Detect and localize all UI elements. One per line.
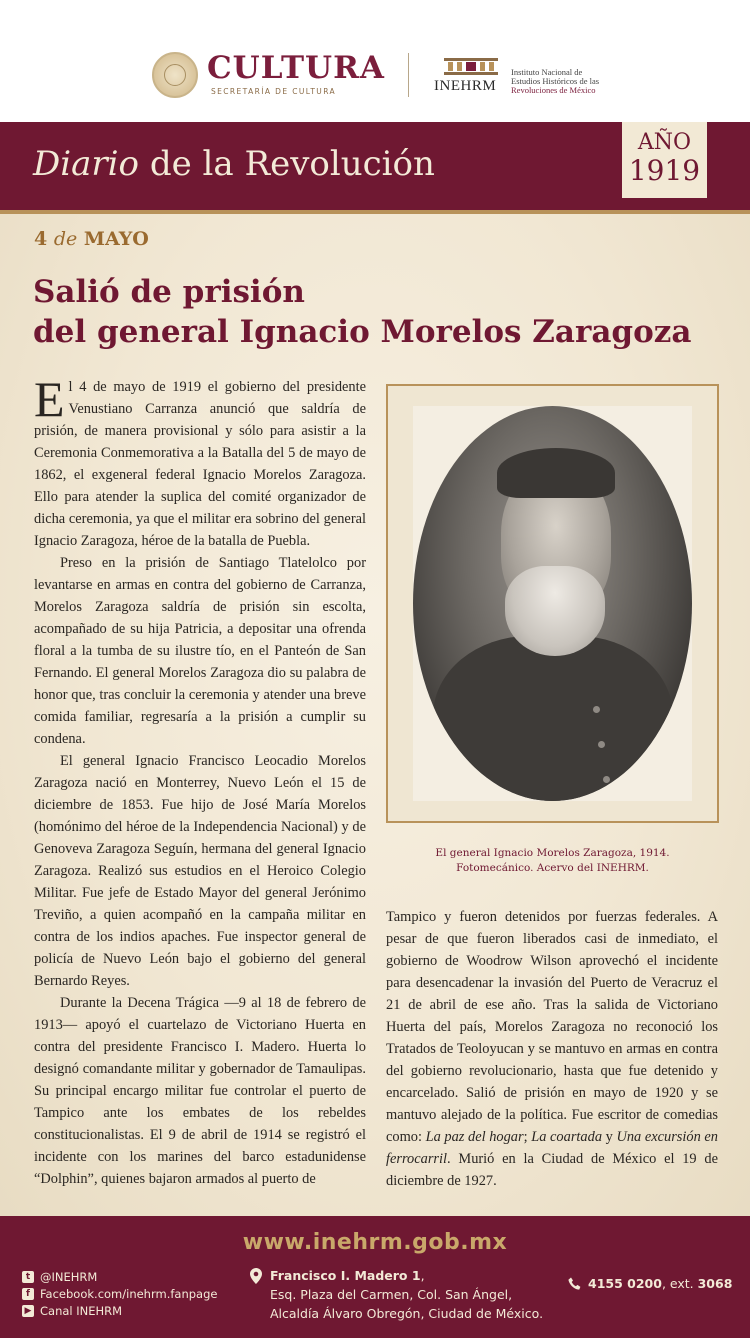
logo-divider bbox=[408, 53, 409, 97]
phone-number: 4155 0200 bbox=[588, 1276, 662, 1291]
youtube-icon: ▶ bbox=[22, 1305, 34, 1317]
portrait-frame bbox=[386, 384, 719, 823]
phone-ext-label: , ext. bbox=[661, 1276, 698, 1291]
inehrm-logo-text: INEHRM bbox=[434, 78, 497, 94]
paragraph: El general Ignacio Francisco Leocadio Morelos Zaragoza nació en Monterrey, Nuevo León el 15 de diciembre de 1853. Fue hijo de José María Morelos (homónimo del héroe de la Independencia Nacional) y de Genoveva Zaragoza Seguín, hermana del general Ignacio Zaragoza. Realizó sus estudios en el Heroico Colegio Militar. Fue jefe de Estado Mayor del general Jerónimo Treviño, a quien acompañó en la campaña militar en contra de los indios apaches. Fue inspector general de policía de Nuevo León bajo el gobierno del general Bernardo Reyes. bbox=[34, 753, 366, 989]
paragraph-text: . Murió en la Ciudad de México el 19 de diciembre de 1927. bbox=[386, 1151, 718, 1189]
separator: ; bbox=[523, 1129, 532, 1145]
phone-block bbox=[568, 1276, 732, 1291]
cultura-logo-text: CULTURA bbox=[207, 50, 385, 86]
paragraph-text: l 4 de mayo de 1919 el gobierno del presidente Venustiano Carranza anunció que saldría de prisión, de manera provisional y sólo para asistir a la Ceremonia Conmemorativa a la Batalla del 5 de mayo de 1862, el exgeneral federal Ignacio Morelos Zaragoza. Ello para atender la suplica del comité organizador de dicha ceremonia, ya que el militar era sobrino del general Ignacio Zaragoza, héroe de la batalla de Puebla. bbox=[34, 379, 366, 549]
uniform-button bbox=[598, 741, 605, 748]
date-de: de bbox=[53, 228, 78, 250]
twitter-link[interactable] bbox=[22, 1268, 217, 1285]
youtube-link[interactable] bbox=[22, 1302, 217, 1319]
article-column-left bbox=[34, 371, 366, 1190]
address-street: Francisco I. Madero 1 bbox=[270, 1268, 421, 1283]
social-links bbox=[22, 1268, 217, 1319]
address-line: Alcaldía Álvaro Obregón, Ciudad de México. bbox=[270, 1306, 544, 1321]
instituto-line: Instituto Nacional de bbox=[511, 67, 583, 77]
drop-cap: E bbox=[34, 371, 65, 427]
address-line: Esq. Plaza del Carmen, Col. San Ángel, bbox=[270, 1287, 513, 1302]
instituto-line: Revoluciones de México bbox=[511, 85, 596, 95]
paragraph: Preso en la prisión de Santiago Tlatelolco por levantarse en armas en contra del gobierno de Carranza, Morelos Zaragoza saldría de prisión sin escolta, acompañado de su hija Patricia, a depositar una ofrenda floral a la tumba de su ilustre tío, en el Panteón de San Fernando. El general Morelos Zaragoza dio su palabra de honor que, tras concluir la ceremonia y atender una breve comida familiar, regresaría a la prisión a cumplir su condena. bbox=[34, 555, 366, 747]
instituto-line: Estudios Históricos de las bbox=[511, 76, 600, 86]
publication-title bbox=[33, 144, 435, 184]
address-line bbox=[270, 1266, 543, 1285]
location-pin-icon bbox=[250, 1268, 262, 1284]
caption-line: El general Ignacio Morelos Zaragoza, 1914. bbox=[435, 847, 670, 859]
article-date bbox=[34, 228, 149, 250]
article-column-right bbox=[386, 906, 718, 1192]
portrait-mat bbox=[413, 406, 692, 801]
hair-shape bbox=[497, 448, 615, 498]
title-rest: de la Revolución bbox=[139, 144, 435, 184]
paragraph bbox=[386, 906, 718, 1192]
logo-bar bbox=[0, 0, 750, 122]
address-comma: , bbox=[420, 1268, 425, 1283]
phone-extension: 3068 bbox=[697, 1276, 733, 1291]
secretaria-label: SECRETARÍA DE CULTURA bbox=[211, 87, 337, 96]
date-month: MAYO bbox=[83, 228, 149, 250]
facebook-link[interactable] bbox=[22, 1285, 217, 1302]
year-number: 1919 bbox=[628, 154, 701, 187]
coat-of-arms-seal-icon bbox=[152, 52, 198, 98]
headline-line: Salió de prisión bbox=[33, 274, 305, 310]
twitter-icon: t bbox=[22, 1271, 34, 1283]
uniform-button bbox=[603, 776, 610, 783]
year-badge bbox=[622, 122, 707, 198]
facebook-url: Facebook.com/inehrm.fanpage bbox=[40, 1286, 218, 1301]
portrait-photo bbox=[413, 406, 692, 801]
work-title: Una excursión en ferrocarril bbox=[386, 1129, 718, 1167]
headline-line: del general Ignacio Morelos Zaragoza bbox=[33, 314, 692, 350]
website-link[interactable]: www.inehrm.gob.mx bbox=[242, 1230, 508, 1255]
uniform-button bbox=[593, 706, 600, 713]
work-title: La coartada bbox=[531, 1129, 603, 1145]
instituto-name bbox=[511, 68, 599, 95]
paragraph-text: Tampico y fueron detenidos por fuerzas federales. A pesar de que fueron liberados casi de inmediato, el gobierno de Woodrow Wilson aprovechó el incidente para desencadenar la invasión del Puerto de Veracruz el 21 de abril de ese año. Tras la salida de Victoriano Huerta del país, Morelos Zaragoza no reconoció los Tratados de Teoloyucan y se mantuvo en armas en contra del gobierno revolucionario, hasta que fue detenido y encarcelado. Salió de prisión en mayo de 1920 y se mantuvo alejado de la política. Fue escritor de comedias como: bbox=[386, 909, 718, 1145]
photo-caption bbox=[386, 846, 719, 876]
title-italic: Diario bbox=[33, 144, 140, 184]
separator: y bbox=[602, 1129, 617, 1145]
caption-line: Fotomecánico. Acervo del INEHRM. bbox=[456, 862, 649, 874]
year-label: AÑO bbox=[637, 130, 692, 155]
uniform-shape bbox=[433, 636, 673, 801]
facebook-icon: f bbox=[22, 1288, 34, 1300]
phone-icon bbox=[568, 1277, 582, 1291]
twitter-handle: @INEHRM bbox=[40, 1269, 98, 1284]
address-block bbox=[250, 1266, 543, 1323]
beard-shape bbox=[505, 566, 605, 656]
article-headline bbox=[33, 272, 733, 352]
youtube-channel: Canal INEHRM bbox=[40, 1303, 123, 1318]
paragraph bbox=[34, 371, 366, 552]
inehrm-building-icon bbox=[443, 56, 499, 76]
date-day: 4 bbox=[34, 228, 48, 250]
work-title: La paz del hogar bbox=[425, 1129, 524, 1145]
paragraph: Durante la Decena Trágica —9 al 18 de febrero de 1913— apoyó el cuartelazo de Victoriano Huerta en contra del presidente Francisco I. Madero. Huerta lo designó comandante militar y gobernador de Tamaulipas. Su principal encargo militar fue controlar el puerto de Tampico ante los embates de los rebeldes constitucionalistas. El 9 de abril de 1914 se registró el incidente con los marines del barco estadunidense “Dolphin”, quienes bajaron armados al puerto de bbox=[34, 995, 366, 1187]
